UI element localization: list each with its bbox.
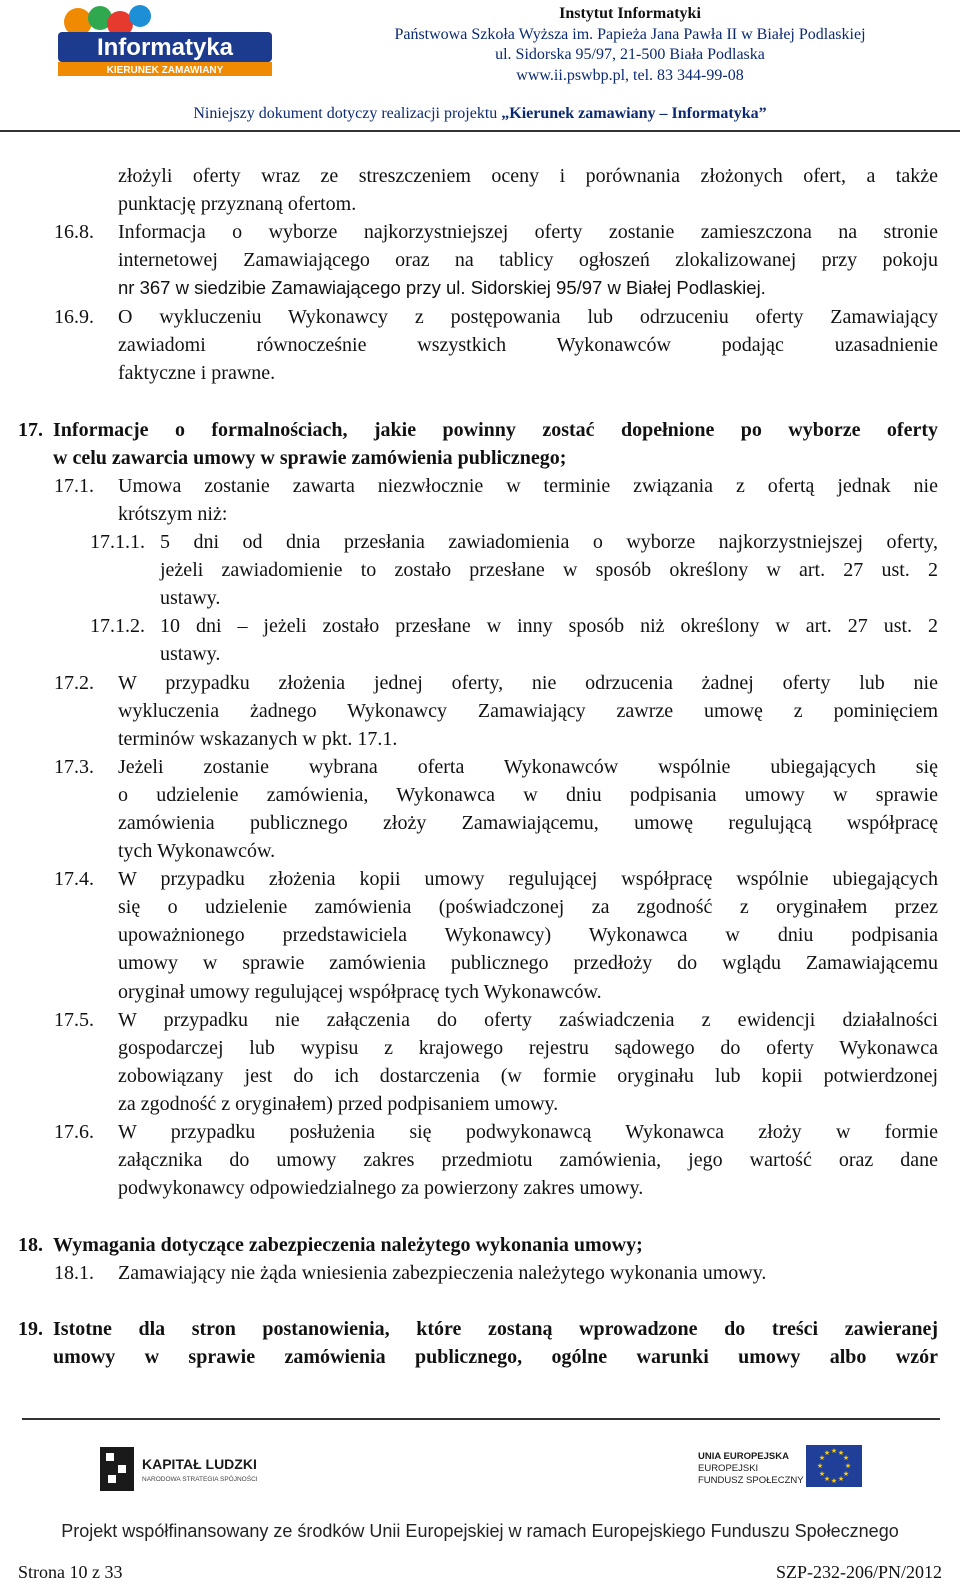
text-line: tych Wykonawców. (118, 840, 276, 862)
svg-text:★: ★ (816, 1462, 824, 1470)
text-line: ustawy. (160, 643, 221, 665)
header-institute-info (360, 4, 900, 86)
text-line: Informacja o wyborze najkorzystniejszej oferty zostanie zamieszczona na stronie (118, 221, 938, 243)
text-line: faktyczne i prawne. (118, 362, 276, 384)
kapital-ludzki-logo (98, 1443, 268, 1495)
eu-line-1: UNIA EUROPEJSKA (698, 1451, 789, 1462)
section-number: 16.8. (54, 221, 94, 243)
section-number: 17.1. (54, 475, 94, 497)
text-line: Zamawiający nie żąda wniesienia zabezpieczenia należytego wykonania umowy. (118, 1262, 767, 1284)
text-line: złożyli oferty wraz ze streszczeniem oceny i porównania złożonych ofert, a także (118, 165, 938, 187)
page-number: Strona 10 z 33 (18, 1562, 123, 1582)
footer-divider (22, 1418, 940, 1420)
section-number: 17.1.2. (90, 615, 145, 637)
school-address: ul. Sidorska 95/97, 21-500 Biała Podlaska (495, 46, 765, 63)
text-line: punktację przyznaną ofertom. (118, 193, 357, 215)
svg-text:★: ★ (818, 1470, 826, 1478)
text-line: internetowej Zamawiającego oraz na tablicy ogłoszeń zlokalizowanej przy pokoju (118, 249, 938, 271)
project-name: „Kierunek zamawiany – Informatyka” (501, 105, 767, 122)
section-number: 18.1. (54, 1262, 94, 1284)
section-number: 17.4. (54, 868, 94, 890)
svg-text:★: ★ (830, 1447, 838, 1455)
text-line: terminów wskazanych w pkt. 17.1. (118, 728, 398, 750)
section-number: 17.2. (54, 672, 94, 694)
text-line: Jeżeli zostanie wybrana oferta Wykonawców wspólnie ubiegających się (118, 756, 938, 778)
text-line: załącznika do umowy zakres przedmiotu zamówienia, jego wartość oraz dane (118, 1149, 938, 1171)
section-number: 17.6. (54, 1121, 94, 1143)
section-heading: umowy w sprawie zamówienia publicznego, ogólne warunki umowy albo wzór (53, 1346, 938, 1368)
document-code: SZP-232-206/PN/2012 (775, 1562, 942, 1582)
school-name: Państwowa Szkoła Wyższa im. Papieża Jana Pawła II w Białej Podlaskiej (394, 25, 866, 43)
section-number: 16.9. (54, 306, 94, 328)
text-line: 5 dni od dnia przesłania zawiadomienia o wyborze najkorzystniejszej oferty, (160, 531, 938, 553)
text-line: jeżeli zawiadomienie to zostało przesłane w sposób określony w art. 27 ust. 2 (160, 559, 938, 581)
text-line: wykluczenia żadnego Wykonawcy Zamawiający zawrze umowę z pominięciem (118, 700, 938, 722)
svg-text:★: ★ (823, 1449, 831, 1457)
text-line: za zgodność z oryginałem) przed podpisaniem umowy. (118, 1093, 559, 1115)
text-line: ustawy. (160, 587, 221, 609)
kapital-subtitle: NARODOWA STRATEGIA SPÓJNOŚCI (142, 1476, 258, 1483)
text-line: krótszym niż: (118, 503, 228, 525)
text-line: zobowiązany jest do ich dostarczenia (w formie oryginału lub kopii potwierdzonej (118, 1065, 938, 1087)
svg-text:★: ★ (842, 1454, 850, 1462)
section-heading: Informacje o formalnościach, jakie powinny zostać dopełnione po wyborze oferty (53, 419, 938, 441)
text-line: zawiadomi równocześnie wszystkich Wykonawców podając uzasadnienie (118, 334, 938, 356)
informatyka-logo (58, 2, 272, 78)
text-line: umowy w sprawie zamówienia publicznego przedłoży do wglądu Zamawiającemu (118, 952, 938, 974)
svg-text:★: ★ (842, 1470, 850, 1478)
svg-text:★: ★ (844, 1462, 852, 1470)
svg-text:★: ★ (823, 1475, 831, 1483)
eu-efs-logo (698, 1443, 863, 1499)
section-number: 18. (18, 1234, 43, 1256)
project-prefix: Niniejszy dokument dotyczy realizacji projektu (193, 105, 502, 122)
svg-text:★: ★ (837, 1475, 845, 1483)
header-divider (0, 130, 960, 132)
text-line: zamówienia publicznego złoży Zamawiającemu, umowę regulującą współpracę (118, 812, 938, 834)
text-line: nr 367 w siedzibie Zamawiającego przy ul. Sidorskiej 95/97 w Białej Podlaskiej. (118, 277, 766, 298)
header-project-line (0, 105, 960, 123)
section-number: 17. (18, 419, 43, 441)
svg-text:★: ★ (837, 1449, 845, 1457)
footer-project-note: Projekt współfinansowany ze środków Unii Europejskiej w ramach Europejskiego Funduszu Społecznego (61, 1521, 899, 1541)
svg-text:★: ★ (818, 1454, 826, 1462)
section-heading: Istotne dla stron postanowienia, które zostaną wprowadzone do treści zawieranej (53, 1318, 938, 1340)
section-number: 17.5. (54, 1009, 94, 1031)
text-line: O wykluczeniu Wykonawcy z postępowania lub odrzuceniu oferty Zamawiający (118, 306, 938, 328)
school-web-phone: www.ii.pswbp.pl, tel. 83 344-99-08 (516, 66, 744, 84)
section-number: 17.1.1. (90, 531, 145, 553)
section-number: 17.3. (54, 756, 94, 778)
logo-title: Informatyka (96, 34, 234, 61)
text-line: o udzielenie zamówienia, Wykonawca w dniu podpisania umowy w sprawie (118, 784, 938, 806)
text-line: W przypadku nie załączenia do oferty zaświadczenia z ewidencji działalności (118, 1009, 938, 1031)
section-number: 19. (18, 1318, 43, 1340)
text-line: W przypadku posłużenia się podwykonawcą Wykonawca złoży w formie (118, 1121, 938, 1143)
text-line: W przypadku złożenia kopii umowy regulującej współpracę wspólnie ubiegających (118, 868, 938, 890)
text-line: podwykonawcy odpowiedzialnego za powierzony zakres umowy. (118, 1177, 644, 1199)
text-line: się o udzielenie zamówienia (poświadczonej za zgodność z oryginałem przez (118, 896, 938, 918)
text-line: gospodarczej lub wypisu z krajowego rejestru sądowego do oferty Wykonawca (118, 1037, 938, 1059)
eu-line-2: EUROPEJSKI (698, 1463, 759, 1474)
text-line: W przypadku złożenia jednej oferty, nie odrzucenia żadnej oferty lub nie (118, 672, 938, 694)
section-heading: w celu zawarcia umowy w sprawie zamówienia publicznego; (53, 447, 567, 469)
svg-text:★: ★ (830, 1477, 838, 1485)
kapital-title: KAPITAŁ LUDZKI (142, 1456, 257, 1472)
section-heading: Wymagania dotyczące zabezpieczenia należytego wykonania umowy; (53, 1234, 643, 1256)
text-line: 10 dni – jeżeli zostało przesłane w inny sposób niż określony w art. 27 ust. 2 (160, 615, 938, 637)
eu-line-3: FUNDUSZ SPOŁECZNY (698, 1475, 804, 1486)
text-line: oryginał umowy regulującej współpracę tych Wykonawców. (118, 981, 602, 1003)
text-line: upoważnionego przedstawiciela Wykonawcy) Wykonawca w dniu podpisania (118, 924, 938, 946)
text-line: Umowa zostanie zawarta niezwłocznie w terminie związania z ofertą jednak nie (118, 475, 938, 497)
institute-name: Instytut Informatyki (559, 5, 701, 22)
logo-subtitle: KIERUNEK ZAMAWIANY (106, 65, 224, 76)
